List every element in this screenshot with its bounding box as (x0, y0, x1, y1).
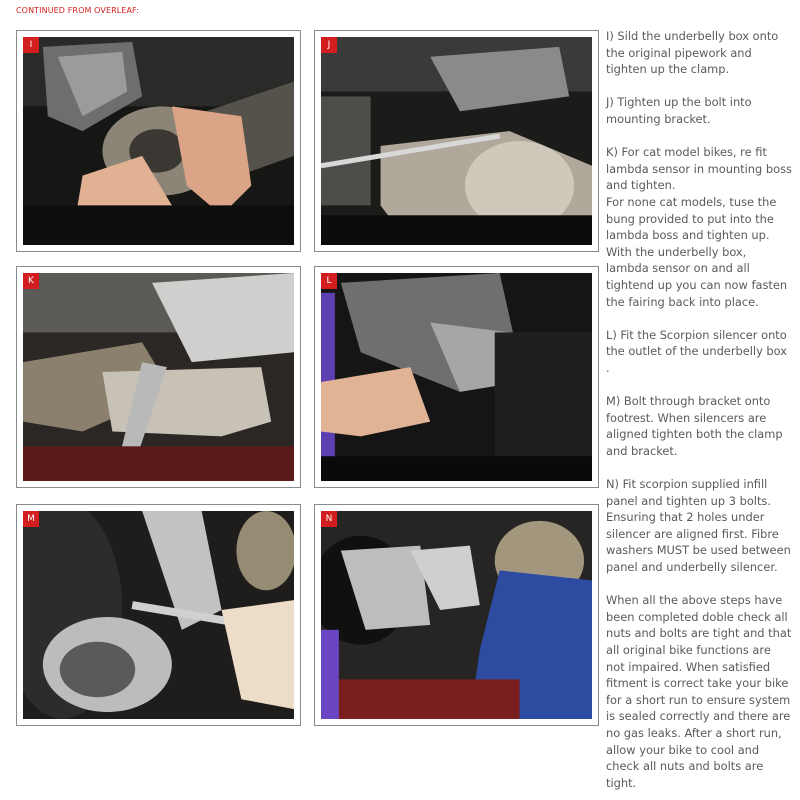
photo-step-k (16, 266, 301, 488)
lambda-sensor-image (23, 273, 294, 481)
photo-image (321, 37, 592, 245)
infill-panel-image (321, 511, 592, 719)
continued-header: CONTINUED FROM OVERLEAF: (16, 6, 139, 15)
step-i-text: I) Sild the underbelly box onto the original pipework and tighten up the clamp. (606, 29, 779, 77)
photo-image (23, 37, 294, 245)
step-n-text: N) Fit scorpion supplied infill panel and tighten up 3 bolts. Ensuring that 2 holes under silencer are aligned first. Fibre washers MUST be used between panel and underbelly silencer. (606, 477, 791, 574)
mounting-bracket-image (321, 37, 592, 245)
step-k-fairing-text: With the underbelly box, lambda sensor on and all tightend up you can now fasten the fairing back into place. (606, 244, 788, 309)
photo-step-l (314, 266, 599, 488)
silencer-fit-image (321, 273, 592, 481)
photo-step-j (314, 30, 599, 252)
photo-label-badge: K (23, 273, 39, 289)
instructions-column (606, 28, 792, 791)
photo-image (321, 511, 592, 719)
step-j-text: J) Tighten up the bolt into mounting bracket. (606, 95, 752, 126)
photo-label-badge: L (321, 273, 337, 289)
step-m-text: M) Bolt through bracket onto footrest. When silencers are aligned tighten both the clamp and bracket. (606, 394, 783, 458)
photo-step-i (16, 30, 301, 252)
photo-step-m (16, 504, 301, 726)
photo-label-badge: M (23, 511, 39, 527)
photo-step-n (314, 504, 599, 726)
step-k-text (606, 144, 792, 310)
final-check-text: When all the above steps have been completed doble check all nuts and bolts are tight and that all original bike functions are not impaired. When satisfied fitment is correct take your bike for a short run to ensure system is sealed correctly and there are no gas leaks. After a short run, allow your bike to cool and check all nuts and bolts are tight. (606, 593, 792, 790)
exhaust-clamp-image (23, 37, 294, 245)
step-l-text: L) Fit the Scorpion silencer onto the outlet of the underbelly box . (606, 327, 788, 375)
footrest-bracket-image (23, 511, 294, 719)
step-k-cat-text: K) For cat model bikes, re fit lambda sensor in mounting boss and tighten. (606, 145, 792, 193)
photo-image (23, 511, 294, 719)
photo-label-badge: I (23, 37, 39, 53)
photo-label-badge: J (321, 37, 337, 53)
photo-image (23, 273, 294, 481)
photo-image (321, 273, 592, 481)
photo-label-badge: N (321, 511, 337, 527)
step-k-non-cat-text: For none cat models, tuse the bung provided to put into the lambda boss and tighten up. (606, 194, 777, 243)
